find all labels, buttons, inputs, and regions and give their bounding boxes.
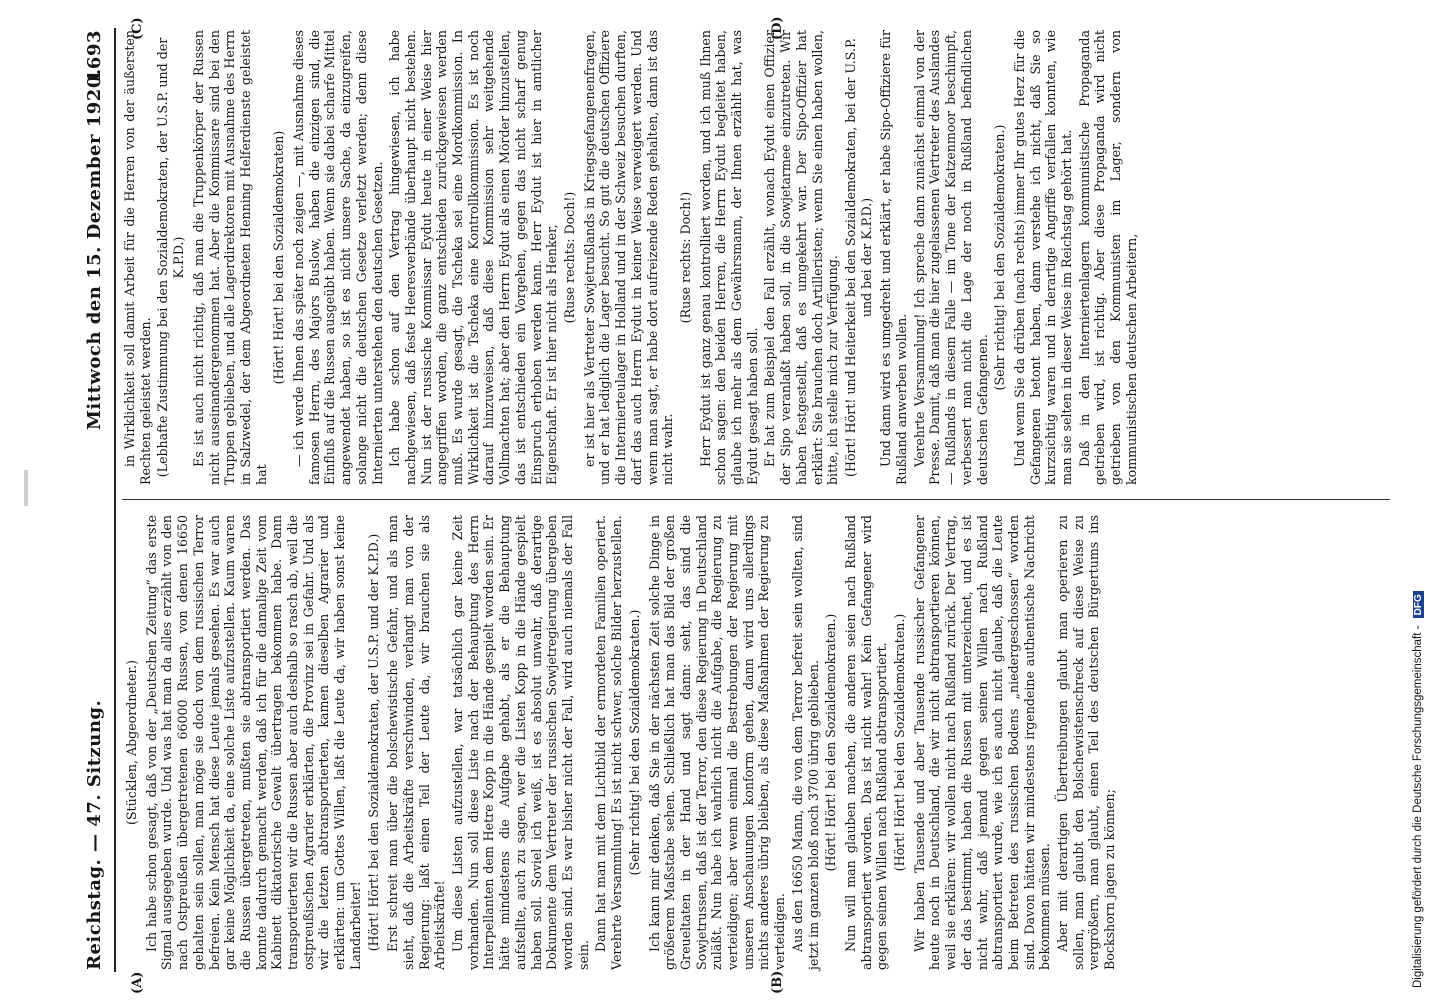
paragraph: Aus den 16650 Mann, die von dem Terror befreit sein wollten, sind jetzt im ganzen bloß noch 3700 übrig geblieben. bbox=[789, 515, 821, 970]
paragraph: (Ruse rechts: Doch!) bbox=[561, 191, 577, 324]
paragraph: (Ruse rechts: Doch!) bbox=[677, 191, 693, 324]
paragraph: Erst schreit man über die bolschewistische Gefahr, und als man sieht, daß die Arbeitskräfte verschwinden, verlangt man von der Regierung: laßt einen Teil der Leute da, wir brauchen sie als Arbeitskräfte! bbox=[385, 515, 448, 970]
paragraph: Daß in den Interniertenlagern kommunistische Propaganda getrieben wird, ist richtig. Aber diese Propaganda wird nicht getrieben von den Kommunisten im Lager, sondern von kommunistischen deutschen Arbeitern, bbox=[1076, 30, 1139, 485]
dfg-logo: DFG bbox=[1413, 591, 1424, 618]
margin-marker-a: (A) bbox=[130, 971, 145, 994]
scan-smudge bbox=[24, 470, 28, 506]
digitization-credit bbox=[1408, 8, 1430, 988]
paragraph: Verehrte Versammlung! Ich spreche dann zunächst einmal von der Presse. Damit, daß man die hier zugelassenen Vertreter des Auslandes — Rußlands in diesem Falle — im Tone der Katzenmoor beschimpft, verbessert man nicht die Lage der noch in Rußland befindlichen deutschen Gefangenen. bbox=[911, 30, 990, 485]
credit-text: Digitalisierung gefördert durch die Deutsche Forschungsgemeinschaft - bbox=[1412, 625, 1424, 988]
paragraph: Ich habe schon auf den Vertrag hingewiesen, ich habe nachgewiesen, daß feste Heeresverbände überhaupt nicht bestehen. Nun ist der russische Kommissar Eydut heute in einer Weise hier angegriffen worden, die ganz entschieden zurückgewiesen werden muß. Es wurde gesagt, die Tscheka sei eine Mordkommission. In Wirklichkeit ist die Tscheka eine Kontrollkommission. Es ist noch darauf hinzuweisen, daß diese Kommission sehr weitgehende Vollmachten hat; aber den Herrn Eydut als einen Mörder hinzustellen, das ist entschieden ein Vorgehen, gegen das nicht scharf genug Einspruch erhoben werden kann. Herr Eydut ist hier in amtlicher Eigenschaft. Er ist hier nicht als Henker, bbox=[387, 30, 560, 485]
header-date: Mittwoch den 15. Dezember 1920. bbox=[84, 68, 105, 430]
paragraph: in Wirklichkeit soll damit Arbeit für die Herren von der äußersten Rechten geleistet werden. bbox=[122, 30, 153, 485]
margin-marker-b: (B) bbox=[770, 970, 785, 994]
left-column bbox=[122, 515, 1120, 970]
paragraph: Ich kann mir denken, daß Sie in der nächsten Zeit solche Dinge in größerem Maßstabe sehen. Schließlich hat man das Bild der großen Greueltaten in der Hand und sagt dann: seht, das sind die Sowjetrussen, daß ist der Terror, den diese Regierung in Deutschland zuläßt. Nun habe ich wahrlich nicht die Aufgabe, die Regierung zu verteidigen; aber wenn einmal die Bestrebungen der Regierung mit unseren Anschauungen konform gehen, dann wird uns allerdings nichts anderes übrig bleiben, als diese Maßnahmen der Regierung zu verteidigen. bbox=[646, 515, 788, 970]
paragraph: Dann hat man mit dem Lichtbild der ermordeten Familien operiert. Verehrte Versammlung! Es ist nicht schwer, solche Bilder herzustellen. bbox=[593, 515, 625, 970]
document-page bbox=[70, 0, 1410, 1000]
paragraph: (Hört! Hört! bei den Sozialdemokraten.) bbox=[892, 613, 908, 872]
paragraph: Aber mit derartigen Übertreibungen glaubt man operieren zu sollen, man glaubt den Bolschewistenschreck auf diese Weise zu vergrößern, man glaubt, einen Teil des deutschen Bürgertums ins Bockshorn jagen zu können; bbox=[1055, 515, 1118, 970]
paragraph: Und dann wird es umgedreht und erklärt, er habe Sipo-Offiziere für Rußland anwerben wollen. bbox=[878, 30, 910, 485]
paragraph: Nun will man glauben machen, die anderen seien nach Rußland abtransportiert worden. Das ist nicht wahr! Kein Gefangener wird gegen seinen Willen nach Rußland abtransportiert. bbox=[842, 515, 890, 970]
paragraph: Um diese Listen aufzustellen, war tatsächlich gar keine Zeit vorhanden. Nun soll diese Liste nach der Behauptung des Herrn Interpellanten dem Hetre Kopp in die Hände gespielt worden sein. Er hätte mindestens die Aufgabe gehabt, als er die Behauptung aufstellte, auch zu sagen, wer die Listen Kopp in die Hände gespielt haben soll. Soviel ich weiß, ist es absolut unwahr, daß derartige Dokumente dem Vertreter der russischen Sowjetregierung übergeben worden sind. Es war bisher nicht der Fall, wird auch niemals der Fall sein. bbox=[450, 515, 591, 970]
paragraph: er ist hier als Vertreter Sowjetrußlands in Kriegsgefangenenfragen, und er hat lediglich die Lager besucht. So gut die deutschen Offiziere die Internierteulager in Holland und in der Schweiz besuchen durften, darf das auch Herrn Eydut in keiner Weise verweigert werden. Und wenn man sagt, er habe dort aufreizende Reden gehalten, dann ist das nicht wahr. bbox=[581, 30, 676, 485]
paragraph: (Hört! Hört! bei den Sozialdemokraten.) bbox=[823, 613, 839, 872]
page-header bbox=[78, 30, 112, 970]
paragraph: (Hört! Hört! bei den Sozialdemokraten) bbox=[271, 130, 287, 385]
page-number: 1693 bbox=[84, 30, 105, 83]
paragraph: (Hört! Hört! und Heiterkeit bei den Sozialdemokraten, bei der U.S.P. und bei der K.P.D.) bbox=[842, 38, 874, 477]
paragraph: Wir haben Tausende und aber Tausende russischer Gefangener heute noch in Deutschland, die wir nicht abtransportieren können, weil sie erklären: wir wollen nicht nach Rußland zurück. Der Vertrag, der das bestimmt, haben die Russen mit unterzeichnet, und es ist nicht wahr, daß jemand gegen seinen Willen nach Rußland abtransportiert wurde, wie ich es auch nicht glaube, daß die Leute beim Betreten des russischen Bodens „niedergeschossen“ worden sind. Davon hätten wir mindestens irgendeine authentische Nachricht bekommen müssen. bbox=[911, 515, 1053, 970]
paragraph: (Stücklen, Abgeordneter.) bbox=[124, 660, 139, 825]
header-session: Reichstag. — 47. Sitzung. bbox=[84, 699, 105, 970]
right-column bbox=[122, 30, 1142, 485]
paragraph: Herr Eydut ist ganz genau kontrolliert worden, und ich muß Ihnen schon sagen: den beiden Herren, die Herrn Eydut begleitet haben, glaube ich mehr als dem Gewährsmann, der Ihnen erzählt hat, was Eydut gesagt haben soll. bbox=[697, 30, 760, 485]
paragraph: — ich werde Ihnen das später noch zeigen —, mit Ausnahme dieses famosen Herrn, des Majors Buslow, haben die einzigen sind, die Einfluß auf die Russen ausgeübt haben. Wenn sie dabei scharfe Mittel angewendet haben, so ist es nicht unsere Sache, da einzugreifen, solange nicht die deutschen Gesetze verletzt werden; denn diese Internierten unterstehen den deutschen Gesetzen. bbox=[291, 30, 385, 485]
paragraph: (Hört! Hört! bei den Sozialdemokraten, der U.S.P. und der K.P.D.) bbox=[365, 533, 381, 952]
paragraph: Und wenn Sie da drüben (nach rechts) immer Ihr gutes Herz für die Gefangenen betont haben, dann verstehe ich nicht, daß Sie so kurzsichtig waren und in derartige Angriffe verfallen konnten, wie man sie selten in dieser Weise im Reichstag gehört hat. bbox=[1011, 30, 1075, 485]
margin-marker-c: (C) bbox=[130, 17, 145, 40]
margin-marker-d: (D) bbox=[770, 16, 785, 40]
header-rule bbox=[114, 28, 116, 972]
paragraph: (Lebhafte Zustimmung bei den Sozialdemokraten, der U.S.P. und der K.P.D.) bbox=[155, 37, 187, 478]
paragraph: Ich habe schon gesagt, daß von der „Deutschen Zeitung“ das erste Signal ausgegeben wurde. Und was hat man da alles erzählt von den nach Ostpreußen übergetretenen 66000 Russen, von denen 16650 gehalten sein sollen, man möge sie doch von dem russischen Terror befreien. Kein Mensch hat diese Leute jemals gesehen. Es war auch gar keine Möglichkeit da, eine solche Liste aufzustellen. Kaum waren die Russen übergetreten, mußten sie abtransportiert werden. Das konnte dadurch gemacht werden, daß ich für die damalige Zeit vom Kabinett diktatorische Gewalt übertragen bekommen habe. Dann transportierten wir die Russen aber auch deshalb so rasch ab, weil die ostpreußischen Agrarier erklärten, die Provinz sei in Gefahr. Und als wir die letzten abtransportierten, kamen dieselben Agrarier und erklärten: um Gottes Willen, laßt die Leute da, wir haben sonst keine Landarbeiter! bbox=[143, 515, 363, 970]
column-divider bbox=[122, 499, 1390, 500]
paragraph: (Sehr richtig! bei den Sozialdemokraten.) bbox=[626, 609, 642, 876]
paragraph: (Sehr richtig! bei den Sozialdemokraten.) bbox=[992, 124, 1008, 391]
paragraph: Es ist auch nicht richtig, daß man die Truppenkörper der Russen nicht auseinandergenommen hat. Aber die Kommissare sind bei den Truppen geblieben, und alle Lagerdirektoren mit Ausnahme des Herrn in Salzwedel, der dem Abgeordneten Henning Helferdienste geleistet hat bbox=[190, 30, 269, 485]
paragraph: Er hat zum Beispiel den Fall erzählt, wonach Eydut einen Offizier der Sipo veranlaßt haben soll, in die Sowjetarmee einzutreten. Wir haben festgestellt, daß es umgekehrt war. Der Sipo-Offizier hat erklärt: Sie brauchen doch Artilleristen; wenn Sie einen haben wollen, bitte, ich stelle mich zur Verfügung. bbox=[762, 30, 841, 485]
